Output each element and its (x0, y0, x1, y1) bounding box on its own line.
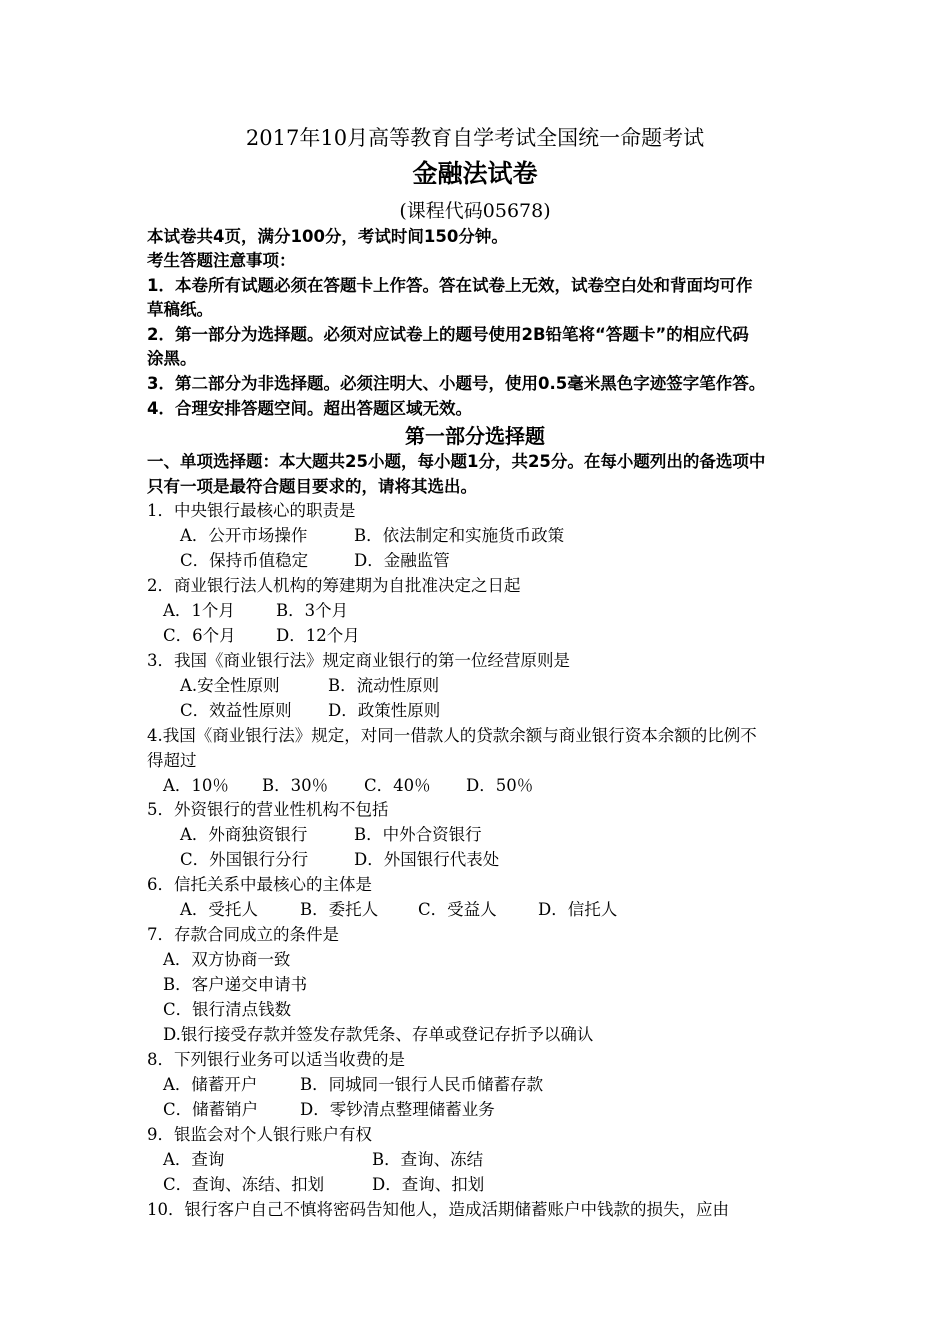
option-c: C．外国银行分行 (180, 850, 309, 869)
question-stem: 9．银监会对个人银行账户有权 (147, 1125, 372, 1144)
option-b: B．委托人 (300, 900, 379, 919)
option-b: B．中外合资银行 (354, 825, 482, 844)
option-a: A．双方协商一致 (163, 950, 291, 969)
option-d: D.银行接受存款并签发存款凭条、存单或登记存折予以确认 (163, 1025, 594, 1044)
question-stem: 10．银行客户自己不慎将密码告知他人，造成活期储蓄账户中钱款的损失，应由 (147, 1200, 729, 1219)
option-d: D．12个月 (276, 626, 360, 645)
option-b: B．依法制定和实施货币政策 (354, 526, 565, 545)
exam-summary: 本试卷共4页，满分100分，考试时间150分钟。 (147, 227, 508, 246)
option-a: A.安全性原则 (180, 676, 280, 695)
option-c: C．储蓄销户 (163, 1100, 259, 1119)
question-stem: 4.我国《商业银行法》规定，对同一借款人的贷款余额与商业银行资本余额的比例不 (147, 726, 757, 745)
section-intro-line-b: 只有一项是最符合题目要求的，请将其选出。 (147, 477, 477, 496)
option-d: D．金融监管 (354, 551, 450, 570)
option-c: C．40％ (364, 776, 431, 795)
option-c: C．银行清点钱数 (163, 1000, 292, 1019)
question-stem: 3．我国《商业银行法》规定商业银行的第一位经营原则是 (147, 651, 570, 670)
question-stem: 5．外资银行的营业性机构不包括 (147, 800, 389, 819)
option-a: A．查询 (163, 1150, 225, 1169)
option-d: D．政策性原则 (328, 701, 441, 720)
exam-header-line: 2017年10月高等教育自学考试全国统一命题考试 (245, 126, 705, 150)
option-d: D．查询、扣划 (372, 1175, 485, 1194)
option-a: A．公开市场操作 (180, 526, 308, 545)
option-c: C．保持币值稳定 (180, 551, 309, 570)
option-a: A．外商独资银行 (180, 825, 308, 844)
option-d: D．50％ (466, 776, 534, 795)
note-1-line-a: 1．本卷所有试题必须在答题卡上作答。答在试卷上无效，试卷空白处和背面均可作 (147, 276, 753, 295)
question-stem: 2．商业银行法人机构的筹建期为自批准决定之日起 (147, 576, 521, 595)
part-one-title: 第一部分选择题 (405, 424, 545, 448)
section-intro-line-a: 一、单项选择题：本大题共25小题，每小题1分，共25分。在每小题列出的备选项中 (147, 452, 766, 471)
question-stem: 1．中央银行最核心的职责是 (147, 501, 356, 520)
question-stem: 7．存款合同成立的条件是 (147, 925, 339, 944)
option-a: A．储蓄开户 (163, 1075, 258, 1094)
option-b: B．30％ (262, 776, 329, 795)
option-b: B．3个月 (276, 601, 349, 620)
note-3: 3．第二部分为非选择题。必须注明大、小题号，使用0.5毫米黑色字迹签字笔作答。 (147, 374, 766, 393)
option-d: D．外国银行代表处 (354, 850, 500, 869)
option-c: C．查询、冻结、扣划 (163, 1175, 325, 1194)
option-b: B．同城同一银行人民币储蓄存款 (300, 1075, 544, 1094)
question-stem: 6．信托关系中最核心的主体是 (147, 875, 372, 894)
option-c: C．6个月 (163, 626, 236, 645)
course-code: (课程代码05678) (399, 200, 551, 222)
note-1-line-b: 草稿纸。 (147, 300, 213, 319)
option-c: C．受益人 (418, 900, 497, 919)
option-a: A．1个月 (163, 601, 235, 620)
question-stem-continued: 得超过 (147, 751, 197, 770)
option-b: B．客户递交申请书 (163, 975, 308, 994)
question-stem: 8．下列银行业务可以适当收费的是 (147, 1050, 405, 1069)
note-4: 4．合理安排答题空间。超出答题区域无效。 (147, 399, 472, 418)
option-c: C．效益性原则 (180, 701, 292, 720)
option-d: D．信托人 (538, 900, 618, 919)
option-a: A．受托人 (180, 900, 258, 919)
option-a: A．10％ (163, 776, 229, 795)
note-2-line-b: 涂黑。 (147, 349, 197, 368)
option-d: D．零钞清点整理储蓄业务 (300, 1100, 495, 1119)
exam-title: 金融法试卷 (412, 159, 538, 188)
option-b: B．查询、冻结 (372, 1150, 484, 1169)
notes-heading: 考生答题注意事项： (147, 251, 296, 270)
note-2-line-a: 2．第一部分为选择题。必须对应试卷上的题号使用2B铅笔将“答题卡”的相应代码 (147, 325, 749, 344)
option-b: B．流动性原则 (328, 676, 440, 695)
